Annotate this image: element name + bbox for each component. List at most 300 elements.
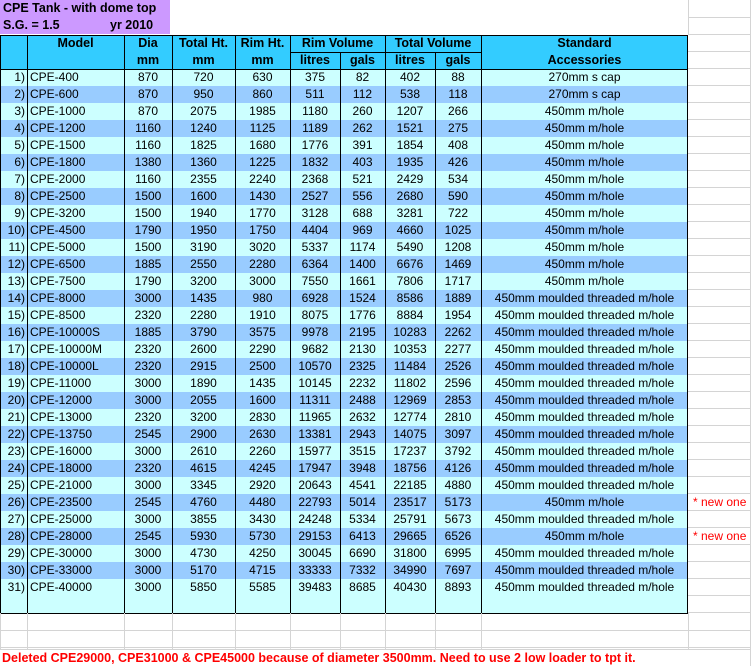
row-index[interactable]: 14) xyxy=(7,291,25,305)
total-height-cell[interactable]: 3200 xyxy=(190,274,217,288)
rim-gals-cell[interactable]: 391 xyxy=(352,138,373,152)
row-index[interactable]: 18) xyxy=(7,359,25,373)
dia-cell[interactable]: 1790 xyxy=(134,274,162,288)
total-gals-cell[interactable]: 534 xyxy=(447,172,469,186)
total-litres-cell[interactable]: 2429 xyxy=(396,172,424,186)
rim-gals-cell[interactable]: 6413 xyxy=(349,529,376,543)
rim-gals-cell[interactable]: 5334 xyxy=(349,512,376,526)
header-model-unit[interactable] xyxy=(27,52,124,69)
total-gals-cell[interactable]: 5673 xyxy=(444,512,472,526)
total-height-cell[interactable]: 5170 xyxy=(190,563,217,577)
dia-cell[interactable]: 2320 xyxy=(134,461,162,475)
header-total-ht[interactable]: Total Ht. xyxy=(172,35,235,52)
rim-litres-cell[interactable]: 8075 xyxy=(301,308,329,322)
total-gals-cell[interactable]: 266 xyxy=(447,104,469,118)
model-cell[interactable]: CPE-6500 xyxy=(30,257,86,271)
model-cell[interactable]: CPE-1500 xyxy=(30,138,86,152)
rim-height-cell[interactable]: 4715 xyxy=(249,563,276,577)
dia-cell[interactable]: 3000 xyxy=(134,376,162,390)
rim-gals-cell[interactable]: 8685 xyxy=(349,580,376,594)
model-cell[interactable]: CPE-400 xyxy=(30,70,79,84)
total-litres-cell[interactable]: 3281 xyxy=(396,206,424,220)
total-height-cell[interactable]: 2915 xyxy=(190,359,217,373)
total-litres-cell[interactable]: 402 xyxy=(399,70,421,84)
model-cell[interactable]: CPE-11000 xyxy=(30,376,92,390)
rim-litres-cell[interactable]: 1189 xyxy=(302,121,328,135)
accessories-cell[interactable]: 450mm m/hole xyxy=(544,223,625,237)
rim-height-cell[interactable]: 1680 xyxy=(249,138,276,152)
total-height-cell[interactable]: 1600 xyxy=(190,189,217,203)
model-cell[interactable]: CPE-25000 xyxy=(30,512,93,526)
header-rim-ht-unit[interactable]: mm xyxy=(235,52,290,69)
dia-cell[interactable]: 870 xyxy=(137,87,159,101)
total-height-cell[interactable]: 720 xyxy=(193,70,214,84)
model-cell[interactable]: CPE-1800 xyxy=(30,155,86,169)
header-dia[interactable]: Dia xyxy=(124,35,172,52)
accessories-cell[interactable]: 450mm moulded threaded m/hole xyxy=(494,444,675,458)
total-height-cell[interactable]: 5850 xyxy=(190,580,217,594)
row-index[interactable]: 12) xyxy=(7,257,25,271)
row-index[interactable]: 19) xyxy=(7,376,25,390)
rim-gals-cell[interactable]: 1524 xyxy=(349,291,376,305)
total-height-cell[interactable]: 1940 xyxy=(190,206,217,220)
model-cell[interactable]: CPE-8000 xyxy=(30,291,86,305)
total-gals-cell[interactable]: 590 xyxy=(447,189,469,203)
title-cell[interactable] xyxy=(0,0,170,17)
rim-litres-cell[interactable]: 4404 xyxy=(301,223,329,237)
dia-cell[interactable]: 1160 xyxy=(135,172,161,186)
dia-cell[interactable]: 1160 xyxy=(135,138,161,152)
total-litres-cell[interactable]: 18756 xyxy=(393,461,427,475)
accessories-cell[interactable]: 450mm moulded threaded m/hole xyxy=(494,563,675,577)
rim-gals-cell[interactable]: 3948 xyxy=(349,461,376,475)
rim-height-cell[interactable]: 2290 xyxy=(249,342,276,356)
total-litres-cell[interactable]: 22185 xyxy=(393,478,427,492)
total-litres-cell[interactable]: 14075 xyxy=(393,427,427,441)
total-height-cell[interactable]: 4730 xyxy=(190,546,217,560)
dia-cell[interactable]: 1790 xyxy=(134,223,162,237)
rim-gals-cell[interactable]: 6690 xyxy=(349,546,376,560)
total-gals-cell[interactable]: 426 xyxy=(447,155,469,169)
rim-litres-cell[interactable]: 1776 xyxy=(301,138,329,152)
dia-cell[interactable]: 3000 xyxy=(134,444,162,458)
rim-litres-cell[interactable]: 22793 xyxy=(298,495,332,509)
total-litres-cell[interactable]: 31800 xyxy=(393,546,427,560)
dia-cell[interactable]: 3000 xyxy=(134,563,162,577)
total-gals-cell[interactable]: 4126 xyxy=(444,461,472,475)
row-index[interactable]: 11) xyxy=(8,240,25,254)
rim-gals-cell[interactable]: 556 xyxy=(352,189,373,203)
model-cell[interactable]: CPE-600 xyxy=(30,87,79,101)
total-gals-cell[interactable]: 88 xyxy=(451,70,465,84)
rim-litres-cell[interactable]: 10145 xyxy=(298,376,332,390)
rim-gals-cell[interactable]: 4541 xyxy=(349,478,376,492)
total-gals-cell[interactable]: 1954 xyxy=(444,308,472,322)
total-litres-cell[interactable]: 40430 xyxy=(393,580,427,594)
accessories-cell[interactable]: 450mm m/hole xyxy=(544,155,625,169)
total-height-cell[interactable]: 1240 xyxy=(190,121,217,135)
rim-height-cell[interactable]: 3020 xyxy=(249,240,276,254)
model-cell[interactable]: CPE-5000 xyxy=(30,240,86,254)
accessories-cell[interactable]: 450mm m/hole xyxy=(544,138,625,152)
total-litres-cell[interactable]: 538 xyxy=(399,87,421,101)
total-gals-cell[interactable]: 6526 xyxy=(444,529,472,543)
row-index[interactable]: 3) xyxy=(14,104,25,118)
row-index[interactable]: 27) xyxy=(7,512,25,526)
rim-litres-cell[interactable]: 6928 xyxy=(301,291,329,305)
rim-litres-cell[interactable]: 15977 xyxy=(298,444,332,458)
total-height-cell[interactable]: 2280 xyxy=(190,308,217,322)
row-index[interactable]: 24) xyxy=(7,461,25,475)
total-height-cell[interactable]: 3190 xyxy=(190,240,217,254)
rim-gals-cell[interactable]: 112 xyxy=(352,87,373,101)
rim-litres-cell[interactable]: 17947 xyxy=(298,461,332,475)
rim-height-cell[interactable]: 1430 xyxy=(249,189,276,203)
total-litres-cell[interactable]: 25791 xyxy=(393,512,427,526)
total-litres-cell[interactable]: 11802 xyxy=(393,376,427,390)
dia-cell[interactable]: 1500 xyxy=(134,206,162,220)
total-height-cell[interactable]: 2075 xyxy=(190,104,217,118)
header-total-litres[interactable]: litres xyxy=(385,52,435,69)
rim-litres-cell[interactable]: 9978 xyxy=(301,325,329,339)
rim-gals-cell[interactable]: 688 xyxy=(352,206,373,220)
accessories-cell[interactable]: 450mm moulded threaded m/hole xyxy=(494,308,675,322)
dia-cell[interactable]: 1380 xyxy=(134,155,162,169)
accessories-cell[interactable]: 450mm moulded threaded m/hole xyxy=(494,325,675,339)
total-gals-cell[interactable]: 118 xyxy=(448,87,468,101)
rim-height-cell[interactable]: 2830 xyxy=(249,410,276,424)
total-litres-cell[interactable]: 10283 xyxy=(393,325,427,339)
total-height-cell[interactable]: 1360 xyxy=(190,155,217,169)
rim-gals-cell[interactable]: 260 xyxy=(352,104,373,118)
header-rim-litres[interactable]: litres xyxy=(290,52,340,69)
total-litres-cell[interactable]: 12969 xyxy=(393,393,427,407)
total-litres-cell[interactable]: 23517 xyxy=(393,495,427,509)
header-standard[interactable]: Standard xyxy=(481,35,688,52)
total-gals-cell[interactable]: 722 xyxy=(447,206,469,220)
rim-gals-cell[interactable]: 262 xyxy=(352,121,373,135)
rim-gals-cell[interactable]: 2943 xyxy=(349,427,376,441)
total-height-cell[interactable]: 3200 xyxy=(190,410,217,424)
model-cell[interactable]: CPE-23500 xyxy=(30,495,93,509)
rim-height-cell[interactable]: 1770 xyxy=(249,206,276,220)
model-cell[interactable]: CPE-40000 xyxy=(30,580,93,594)
rim-litres-cell[interactable]: 29153 xyxy=(298,529,332,543)
dia-cell[interactable]: 2320 xyxy=(134,410,162,424)
accessories-cell[interactable]: 450mm m/hole xyxy=(544,172,625,186)
accessories-cell[interactable]: 270mm s cap xyxy=(548,70,621,84)
rim-height-cell[interactable]: 980 xyxy=(252,291,273,305)
total-gals-cell[interactable]: 5173 xyxy=(444,495,472,509)
model-cell[interactable]: CPE-2500 xyxy=(30,189,86,203)
accessories-cell[interactable]: 450mm moulded threaded m/hole xyxy=(494,546,675,560)
total-litres-cell[interactable]: 1521 xyxy=(396,121,424,135)
dia-cell[interactable]: 1885 xyxy=(134,257,162,271)
rim-litres-cell[interactable]: 511 xyxy=(305,87,325,101)
total-gals-cell[interactable]: 275 xyxy=(447,121,469,135)
total-gals-cell[interactable]: 7697 xyxy=(444,563,472,577)
header-total-gals[interactable]: gals xyxy=(435,52,481,69)
new-one-note[interactable]: * new one xyxy=(693,495,747,509)
rim-height-cell[interactable]: 1600 xyxy=(249,393,276,407)
total-gals-cell[interactable]: 8893 xyxy=(444,580,472,594)
rim-gals-cell[interactable]: 82 xyxy=(355,70,370,84)
total-height-cell[interactable]: 2355 xyxy=(190,172,217,186)
dia-cell[interactable]: 1500 xyxy=(134,189,162,203)
total-gals-cell[interactable]: 2526 xyxy=(444,359,472,373)
rim-height-cell[interactable]: 1125 xyxy=(249,121,276,135)
dia-cell[interactable]: 2545 xyxy=(134,495,162,509)
dia-cell[interactable]: 2320 xyxy=(134,308,162,322)
rim-gals-cell[interactable]: 403 xyxy=(352,155,373,169)
model-cell[interactable]: CPE-10000L xyxy=(30,359,99,373)
accessories-cell[interactable]: 450mm moulded threaded m/hole xyxy=(494,291,675,305)
row-index[interactable]: 25) xyxy=(7,478,25,492)
total-height-cell[interactable]: 2610 xyxy=(190,444,217,458)
row-index[interactable]: 9) xyxy=(14,206,25,220)
rim-litres-cell[interactable]: 30045 xyxy=(298,546,332,560)
accessories-cell[interactable]: 450mm moulded threaded m/hole xyxy=(494,359,675,373)
total-gals-cell[interactable]: 2810 xyxy=(444,410,472,424)
rim-gals-cell[interactable]: 2325 xyxy=(349,359,376,373)
rim-gals-cell[interactable]: 1174 xyxy=(349,240,376,254)
total-litres-cell[interactable]: 5490 xyxy=(396,240,424,254)
rim-height-cell[interactable]: 1910 xyxy=(249,308,276,322)
total-height-cell[interactable]: 1950 xyxy=(190,223,217,237)
header-total-ht-unit[interactable]: mm xyxy=(172,52,235,69)
model-cell[interactable]: CPE-13000 xyxy=(30,410,93,424)
dia-cell[interactable]: 3000 xyxy=(134,291,162,305)
header-model[interactable]: Model xyxy=(27,35,124,52)
rim-gals-cell[interactable]: 2232 xyxy=(349,376,376,390)
row-index[interactable]: 22) xyxy=(7,427,25,441)
accessories-cell[interactable]: 450mm moulded threaded m/hole xyxy=(494,393,675,407)
row-index[interactable]: 29) xyxy=(7,546,25,560)
rim-litres-cell[interactable]: 9682 xyxy=(301,342,329,356)
total-gals-cell[interactable]: 1025 xyxy=(444,223,472,237)
model-cell[interactable]: CPE-1000 xyxy=(30,104,86,118)
total-height-cell[interactable]: 2055 xyxy=(190,393,217,407)
accessories-cell[interactable]: 450mm moulded threaded m/hole xyxy=(494,512,675,526)
total-height-cell[interactable]: 4760 xyxy=(190,495,217,509)
model-cell[interactable]: CPE-13750 xyxy=(30,427,93,441)
rim-litres-cell[interactable]: 6364 xyxy=(301,257,329,271)
model-cell[interactable]: CPE-4500 xyxy=(30,223,86,237)
rim-litres-cell[interactable]: 375 xyxy=(304,70,326,84)
dia-cell[interactable]: 2545 xyxy=(134,427,162,441)
model-cell[interactable]: CPE-33000 xyxy=(30,563,93,577)
total-gals-cell[interactable]: 1469 xyxy=(444,257,472,271)
total-gals-cell[interactable]: 3792 xyxy=(444,444,472,458)
dia-cell[interactable]: 1500 xyxy=(134,240,162,254)
row-index[interactable]: 13) xyxy=(7,274,25,288)
row-index[interactable]: 31) xyxy=(7,580,25,594)
total-height-cell[interactable]: 3790 xyxy=(190,325,217,339)
total-gals-cell[interactable]: 408 xyxy=(447,138,469,152)
total-litres-cell[interactable]: 10353 xyxy=(393,342,427,356)
accessories-cell[interactable]: 450mm m/hole xyxy=(544,240,625,254)
row-index[interactable]: 30) xyxy=(7,563,25,577)
rim-height-cell[interactable]: 2500 xyxy=(249,359,276,373)
rim-height-cell[interactable]: 4480 xyxy=(249,495,276,509)
dia-cell[interactable]: 870 xyxy=(137,104,159,118)
rim-height-cell[interactable]: 3000 xyxy=(249,274,276,288)
rim-litres-cell[interactable]: 10570 xyxy=(298,359,332,373)
rim-litres-cell[interactable]: 11965 xyxy=(298,410,332,424)
rim-gals-cell[interactable]: 2488 xyxy=(349,393,376,407)
total-litres-cell[interactable]: 34990 xyxy=(393,563,427,577)
total-gals-cell[interactable]: 2262 xyxy=(444,325,472,339)
header-total-volume[interactable]: Total Volume xyxy=(385,35,481,52)
dia-cell[interactable]: 3000 xyxy=(134,580,162,594)
accessories-cell[interactable]: 450mm m/hole xyxy=(544,121,625,135)
rim-litres-cell[interactable]: 1832 xyxy=(301,155,329,169)
accessories-cell[interactable]: 270mm s cap xyxy=(548,87,621,101)
dia-cell[interactable]: 3000 xyxy=(134,546,162,560)
dia-cell[interactable]: 2320 xyxy=(134,359,162,373)
rim-height-cell[interactable]: 3575 xyxy=(249,325,276,339)
total-litres-cell[interactable]: 4660 xyxy=(396,223,424,237)
rim-litres-cell[interactable]: 11311 xyxy=(299,393,331,407)
rim-gals-cell[interactable]: 521 xyxy=(352,172,373,186)
rim-litres-cell[interactable]: 39483 xyxy=(298,580,332,594)
rim-gals-cell[interactable]: 1776 xyxy=(349,308,376,322)
rim-litres-cell[interactable]: 24248 xyxy=(298,512,332,526)
row-index[interactable]: 1) xyxy=(14,70,25,84)
total-litres-cell[interactable]: 11484 xyxy=(393,359,427,373)
model-cell[interactable]: CPE-8500 xyxy=(30,308,86,322)
rim-litres-cell[interactable]: 2368 xyxy=(301,172,329,186)
row-index[interactable]: 15) xyxy=(7,308,25,322)
rim-litres-cell[interactable]: 5337 xyxy=(301,240,329,254)
row-index[interactable]: 4) xyxy=(14,121,25,135)
row-index[interactable]: 28) xyxy=(7,529,25,543)
row-index[interactable]: 26) xyxy=(7,495,25,509)
rim-height-cell[interactable]: 5730 xyxy=(249,529,276,543)
rim-height-cell[interactable]: 1985 xyxy=(249,104,276,118)
accessories-cell[interactable]: 450mm moulded threaded m/hole xyxy=(494,427,675,441)
rim-litres-cell[interactable]: 7550 xyxy=(301,274,329,288)
row-index[interactable]: 8) xyxy=(14,189,25,203)
model-cell[interactable]: CPE-1200 xyxy=(30,121,86,135)
total-height-cell[interactable]: 2600 xyxy=(190,342,217,356)
rim-height-cell[interactable]: 2280 xyxy=(249,257,276,271)
model-cell[interactable]: CPE-3200 xyxy=(30,206,86,220)
total-litres-cell[interactable]: 17237 xyxy=(393,444,427,458)
total-height-cell[interactable]: 4615 xyxy=(190,461,217,475)
total-litres-cell[interactable]: 1854 xyxy=(396,138,424,152)
total-height-cell[interactable]: 950 xyxy=(193,87,214,101)
rim-height-cell[interactable]: 3430 xyxy=(249,512,276,526)
header-rim-ht[interactable]: Rim Ht. xyxy=(235,35,290,52)
total-height-cell[interactable]: 2550 xyxy=(190,257,217,271)
dia-cell[interactable]: 3000 xyxy=(134,393,162,407)
model-cell[interactable]: CPE-12000 xyxy=(30,393,93,407)
total-height-cell[interactable]: 3855 xyxy=(190,512,217,526)
dia-cell[interactable]: 2545 xyxy=(134,529,162,543)
model-cell[interactable]: CPE-28000 xyxy=(30,529,93,543)
rim-gals-cell[interactable]: 3515 xyxy=(349,444,376,458)
accessories-cell[interactable]: 450mm moulded threaded m/hole xyxy=(494,580,675,594)
model-cell[interactable]: CPE-18000 xyxy=(30,461,93,475)
accessories-cell[interactable]: 450mm moulded threaded m/hole xyxy=(494,376,675,390)
total-gals-cell[interactable]: 2853 xyxy=(444,393,472,407)
model-cell[interactable]: CPE-7500 xyxy=(30,274,86,288)
dia-cell[interactable]: 3000 xyxy=(134,512,162,526)
rim-gals-cell[interactable]: 2130 xyxy=(349,342,376,356)
dia-cell[interactable]: 3000 xyxy=(134,478,162,492)
header-rim-gals[interactable]: gals xyxy=(340,52,385,69)
total-gals-cell[interactable]: 2596 xyxy=(444,376,472,390)
row-index[interactable]: 5) xyxy=(14,138,25,152)
rim-height-cell[interactable]: 2240 xyxy=(249,172,276,186)
rim-gals-cell[interactable]: 1661 xyxy=(349,274,376,288)
accessories-cell[interactable]: 450mm moulded threaded m/hole xyxy=(494,342,675,356)
header-dia-unit[interactable]: mm xyxy=(124,52,172,69)
model-cell[interactable]: CPE-30000 xyxy=(30,546,93,560)
dia-cell[interactable]: 870 xyxy=(137,70,159,84)
rim-height-cell[interactable]: 630 xyxy=(252,70,273,84)
total-height-cell[interactable]: 2900 xyxy=(190,427,217,441)
new-one-note[interactable]: * new one xyxy=(693,529,747,543)
model-cell[interactable]: CPE-10000M xyxy=(30,342,103,356)
rim-height-cell[interactable]: 4245 xyxy=(249,461,276,475)
rim-litres-cell[interactable]: 1180 xyxy=(302,104,328,118)
row-index[interactable]: 23) xyxy=(7,444,25,458)
total-litres-cell[interactable]: 29665 xyxy=(393,529,427,543)
total-gals-cell[interactable]: 6995 xyxy=(444,546,472,560)
row-index[interactable]: 17) xyxy=(7,342,25,356)
rim-height-cell[interactable]: 1750 xyxy=(249,223,276,237)
accessories-cell[interactable]: 450mm moulded threaded m/hole xyxy=(494,478,675,492)
row-index[interactable]: 2) xyxy=(14,87,25,101)
total-gals-cell[interactable]: 3097 xyxy=(444,427,472,441)
row-index[interactable]: 16) xyxy=(7,325,25,339)
total-height-cell[interactable]: 1435 xyxy=(190,291,217,305)
total-litres-cell[interactable]: 1935 xyxy=(396,155,424,169)
row-index[interactable]: 10) xyxy=(7,223,25,237)
header-rim-volume[interactable]: Rim Volume xyxy=(290,35,385,52)
rim-gals-cell[interactable]: 1400 xyxy=(349,257,376,271)
total-gals-cell[interactable]: 2277 xyxy=(444,342,472,356)
total-litres-cell[interactable]: 6676 xyxy=(396,257,424,271)
row-index[interactable]: 7) xyxy=(14,172,25,186)
rim-gals-cell[interactable]: 2195 xyxy=(349,325,376,339)
accessories-cell[interactable]: 450mm m/hole xyxy=(544,104,625,118)
dia-cell[interactable]: 2320 xyxy=(134,342,162,356)
accessories-cell[interactable]: 450mm m/hole xyxy=(544,206,625,220)
total-height-cell[interactable]: 3345 xyxy=(190,478,217,492)
total-height-cell[interactable]: 1890 xyxy=(190,376,217,390)
rim-height-cell[interactable]: 2630 xyxy=(249,427,276,441)
rim-litres-cell[interactable]: 20643 xyxy=(298,478,332,492)
dia-cell[interactable]: 1885 xyxy=(134,325,162,339)
accessories-cell[interactable]: 450mm m/hole xyxy=(544,495,625,509)
total-litres-cell[interactable]: 1207 xyxy=(396,104,424,118)
rim-litres-cell[interactable]: 2527 xyxy=(301,189,329,203)
accessories-cell[interactable]: 450mm m/hole xyxy=(544,257,625,271)
rim-litres-cell[interactable]: 33333 xyxy=(298,563,332,577)
total-litres-cell[interactable]: 7806 xyxy=(396,274,424,288)
total-gals-cell[interactable]: 4880 xyxy=(444,478,472,492)
total-gals-cell[interactable]: 1717 xyxy=(444,274,472,288)
model-cell[interactable]: CPE-16000 xyxy=(30,444,93,458)
accessories-cell[interactable]: 450mm m/hole xyxy=(544,529,625,543)
accessories-cell[interactable]: 450mm m/hole xyxy=(544,274,625,288)
total-litres-cell[interactable]: 2680 xyxy=(396,189,424,203)
row-index[interactable]: 6) xyxy=(14,155,25,169)
accessories-cell[interactable]: 450mm moulded threaded m/hole xyxy=(494,410,675,424)
